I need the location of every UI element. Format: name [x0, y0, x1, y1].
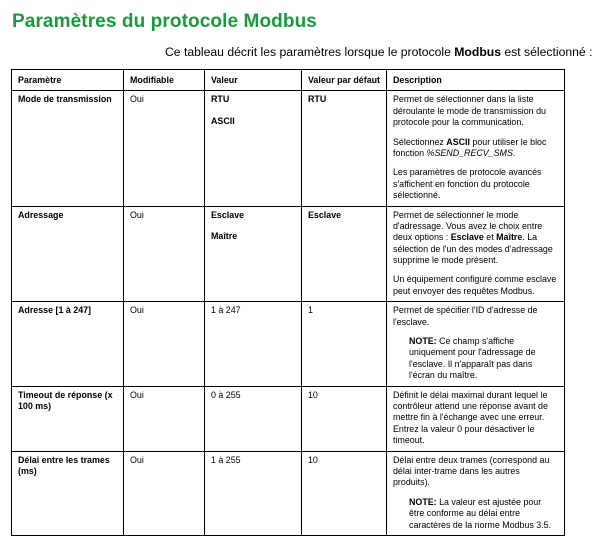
- note-text: NOTE: La valeur est ajustée pour être conforme au délai entre caractères de la norme Modbus 3.5.: [409, 496, 552, 530]
- modifiable-cell: Oui: [124, 206, 205, 302]
- default-cell: RTU: [302, 91, 387, 206]
- header-valeur-defaut: Valeur par défaut: [302, 70, 387, 91]
- default-cell: 10: [302, 451, 387, 535]
- description-text: Sélectionnez ASCII pour utiliser le bloc fonction %SEND_RECV_SMS.: [393, 136, 547, 158]
- intro-text: [165, 45, 592, 59]
- value-option: Maître: [211, 230, 238, 241]
- default-cell: 10: [302, 386, 387, 451]
- table-row: [12, 206, 565, 302]
- description-text: Définit le délai maximal durant lequel le contrôleur attend une réponse avant de mettre fin à l'échange avec une erreur. Entrez la valeur 0 pour désactiver le timeout.: [393, 389, 548, 446]
- value-option: ASCII: [211, 115, 235, 126]
- param-cell: Délai entre les trames (ms): [12, 451, 124, 535]
- page-title: Paramètres du protocole Modbus: [12, 11, 317, 32]
- description-cell: [387, 91, 565, 206]
- param-cell: Mode de transmission: [12, 91, 124, 206]
- description-text: Les paramètres de protocole avancés s'affichent en fonction du protocole sélectionné.: [393, 167, 542, 201]
- description-text: Permet de sélectionner le mode d'adressage. Vous avez le choix entre deux options : Esclave et Maître. La sélection de l'un des modes d'adressage supprime le mode présent.: [393, 209, 553, 266]
- table-row: [12, 302, 565, 386]
- description-text: Permet de sélectionner dans la liste déroulante le mode de transmission du protocole pour la communication.: [393, 94, 546, 128]
- table-header-row: [12, 70, 565, 91]
- table-row: [12, 451, 565, 535]
- description-cell: [387, 451, 565, 535]
- header-valeur: Valeur: [205, 70, 302, 91]
- value-cell: 0 à 255: [205, 386, 302, 451]
- value-cell: 1 à 255: [205, 451, 302, 535]
- param-cell: Adresse [1 à 247]: [12, 302, 124, 386]
- value-cell: [205, 206, 302, 302]
- description-text: Délai entre deux trames (correspond au délai inter-trame dans les autres produits).: [393, 454, 550, 488]
- table-row: [12, 386, 565, 451]
- header-parametre: Paramètre: [12, 70, 124, 91]
- modifiable-cell: Oui: [124, 451, 205, 535]
- value-option: RTU: [211, 94, 230, 105]
- default-cell: 1: [302, 302, 387, 386]
- table-row: [12, 91, 565, 206]
- param-cell: Adressage: [12, 206, 124, 302]
- intro-before: Ce tableau décrit les paramètres lorsque le protocole: [165, 45, 455, 59]
- note-text: NOTE: Ce champ s'affiche uniquement pour l'adressage de l'esclave. Il n'apparaît pas dans l'écran du maître.: [409, 336, 536, 381]
- modifiable-cell: Oui: [124, 302, 205, 386]
- value-cell: [205, 91, 302, 206]
- header-description: Description: [387, 70, 565, 91]
- description-text: Un équipement configuré comme esclave peut envoyer des requêtes Modbus.: [393, 274, 557, 296]
- header-modifiable: Modifiable: [124, 70, 205, 91]
- modifiable-cell: Oui: [124, 91, 205, 206]
- modbus-parameters-table: [11, 69, 565, 536]
- description-cell: [387, 206, 565, 302]
- modifiable-cell: Oui: [124, 386, 205, 451]
- description-text: Permet de spécifier l'ID d'adresse de l'esclave.: [393, 305, 538, 327]
- description-cell: [387, 302, 565, 386]
- param-cell: Timeout de réponse (x 100 ms): [12, 386, 124, 451]
- description-cell: [387, 386, 565, 451]
- value-option: Esclave: [211, 209, 245, 220]
- value-cell: 1 à 247: [205, 302, 302, 386]
- intro-after: est sélectionné :: [501, 45, 593, 59]
- default-cell: Esclave: [302, 206, 387, 302]
- intro-bold: Modbus: [454, 45, 501, 59]
